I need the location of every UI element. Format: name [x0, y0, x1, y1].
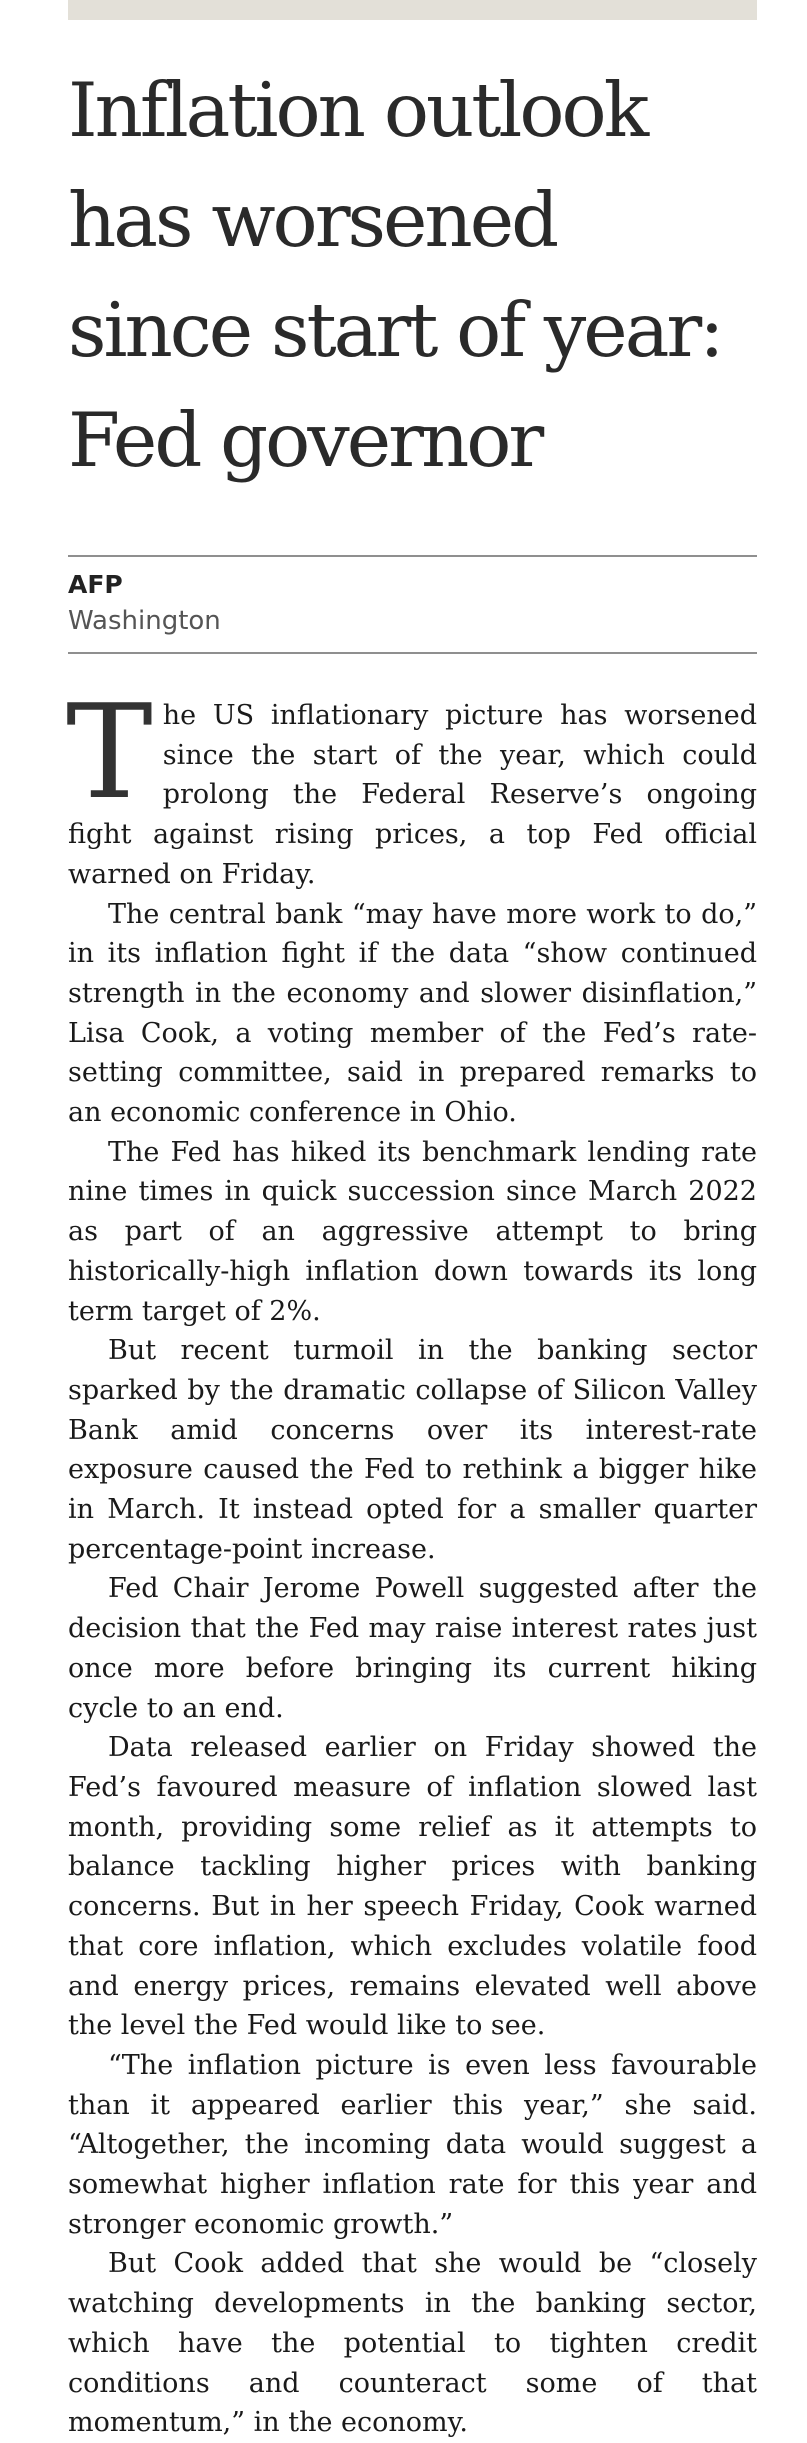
- article-body: [66, 676, 757, 2443]
- article-paragraph: Fed Chair Jerome Powell suggested after the decision that the Fed may raise interest rates just once more before bringing its current hiking cycle to an end.: [68, 1573, 757, 1724]
- headline-line: Fed governor: [68, 396, 542, 484]
- headline-line: has worsened: [68, 176, 557, 264]
- article-paragraph: The central bank “may have more work to do,” in its inflation fight if the data “show continued strength in the economy and slower disinflation,” Lisa Cook, a voting member of the Fed’s rate-setting committee, said in prepared remarks to an economic conference in Ohio.: [68, 898, 757, 1129]
- article-paragraph: Data released earlier on Friday showed the Fed’s favoured measure of inflation slowed last month, providing some relief as it attempts to balance tackling higher prices with banking concerns. But in her speech Friday, Cook warned that core inflation, which excludes volatile food and energy prices, remains elevated well above the level the Fed would like to see.: [68, 1732, 757, 2042]
- article-paragraph: But recent turmoil in the banking sector sparked by the dramatic collapse of Silicon Valley Bank amid concerns over its interest-rate exposure caused the Fed to rethink a bigger hike in March. It instead opted for a smaller quarter percentage-point increase.: [68, 1335, 757, 1565]
- drop-cap: T: [66, 676, 153, 828]
- byline: [68, 557, 757, 652]
- article-paragraph: But Cook added that she would be “closely watching developments in the banking sector, which have the potential to tighten credit conditions and counteract some of that momentum,” in the economy.: [68, 2248, 757, 2439]
- article-paragraph: “The inflation picture is even less favourable than it appeared earlier this year,” she said. “Altogether, the incoming data would suggest a somewhat higher inflation rate for this year and stronger economic growth.”: [68, 2049, 757, 2240]
- byline-bottom-divider: [68, 652, 757, 654]
- dateline: Washington: [68, 606, 221, 636]
- headline-line: Inflation outlook: [68, 66, 647, 154]
- lead-text: he US inflationary picture has worsened since the start of the year, which could prolong the Federal Reserve’s ongoing fight against rising prices, a top Fed official warned on Friday.: [68, 700, 757, 890]
- article-paragraph: The Fed has hiked its benchmark lending rate nine times in quick succession since March 2022 as part of an aggressive attempt to bring historically-high inflation down towards its long term target of 2%.: [68, 1136, 757, 1327]
- news-agency: AFP: [68, 570, 123, 599]
- article-page: [68, 55, 757, 2443]
- headline: [68, 55, 757, 495]
- top-color-bar: [68, 0, 757, 20]
- article-paragraph-lead: [66, 676, 757, 895]
- headline-line: since start of year:: [68, 286, 722, 374]
